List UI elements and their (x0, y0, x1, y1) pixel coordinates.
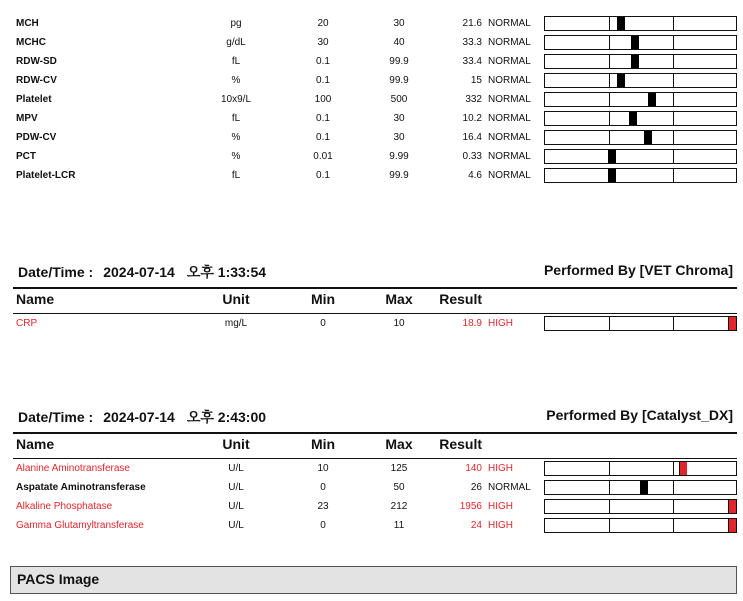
test-min: 0.1 (316, 56, 330, 67)
test-name: Platelet (16, 94, 52, 105)
test-status: NORMAL (488, 75, 531, 86)
range-bar-divider (609, 462, 610, 475)
test-unit: mg/L (224, 318, 248, 329)
range-bar (544, 149, 737, 164)
test-result: 21.6 (462, 18, 482, 29)
range-bar-divider (673, 74, 674, 87)
range-bar-divider (673, 131, 674, 144)
result-row (0, 71, 743, 90)
test-unit: % (231, 132, 241, 143)
test-name: Platelet-LCR (16, 170, 76, 181)
test-unit: % (231, 75, 241, 86)
test-status: NORMAL (488, 37, 531, 48)
range-bar-divider (673, 169, 674, 182)
test-name: MCH (16, 18, 39, 29)
range-bar-divider (673, 481, 674, 494)
range-bar (544, 499, 737, 514)
test-max: 10 (393, 318, 405, 329)
test-result: 33.3 (462, 37, 482, 48)
performed-by: Performed By [Catalyst_DX] (546, 407, 733, 423)
result-row (0, 166, 743, 185)
test-status: NORMAL (488, 18, 531, 29)
result-row (0, 109, 743, 128)
test-result: 1956 (459, 501, 482, 512)
range-marker (631, 36, 639, 49)
datetime-time: 오후 2:43:00 (186, 409, 267, 425)
test-result: 15 (470, 75, 482, 86)
test-min: 23 (317, 501, 329, 512)
test-min: 0 (320, 520, 326, 531)
test-unit: U/L (228, 463, 244, 474)
test-max: 99.9 (389, 56, 409, 67)
test-min: 30 (317, 37, 329, 48)
datetime-label: Date/Time : (18, 409, 94, 425)
test-status: NORMAL (488, 132, 531, 143)
test-min: 0.01 (313, 151, 333, 162)
range-bar-divider (673, 500, 674, 513)
test-max: 99.9 (389, 75, 409, 86)
test-result: 0.33 (462, 151, 482, 162)
result-row (0, 478, 743, 497)
test-result: 16.4 (462, 132, 482, 143)
column-header-name: Name (16, 291, 55, 307)
column-header-name: Name (16, 436, 55, 452)
test-min: 20 (317, 18, 329, 29)
test-name: PDW-CV (16, 132, 57, 143)
range-bar-divider (673, 55, 674, 68)
section-datetime (18, 407, 266, 427)
range-marker (648, 93, 656, 106)
test-unit: fL (231, 56, 241, 67)
test-max: 40 (393, 37, 405, 48)
column-header-max: Max (385, 291, 413, 307)
range-bar (544, 16, 737, 31)
test-unit: % (231, 151, 241, 162)
test-status: HIGH (488, 318, 513, 329)
range-bar-divider (609, 17, 610, 30)
range-bar-divider (609, 481, 610, 494)
test-name: Alkaline Phosphatase (16, 501, 113, 512)
test-unit: U/L (228, 482, 244, 493)
range-marker (617, 74, 625, 87)
test-max: 30 (393, 18, 405, 29)
range-bar (544, 130, 737, 145)
test-result: 10.2 (462, 113, 482, 124)
result-row (0, 459, 743, 478)
range-bar-divider (609, 55, 610, 68)
test-max: 30 (393, 132, 405, 143)
test-status: HIGH (488, 520, 513, 531)
range-marker (617, 17, 625, 30)
column-header-result: Result (439, 291, 482, 307)
column-headers (0, 432, 743, 458)
test-unit: pg (230, 18, 242, 29)
range-bar (544, 316, 737, 331)
test-status: HIGH (488, 463, 513, 474)
range-bar-divider (673, 317, 674, 330)
column-header-unit: Unit (222, 436, 250, 452)
result-row (0, 147, 743, 166)
range-marker (608, 150, 616, 163)
test-unit: fL (231, 113, 241, 124)
range-bar-divider (673, 17, 674, 30)
range-bar-divider (609, 317, 610, 330)
result-row (0, 314, 743, 333)
test-name: Alanine Aminotransferase (16, 463, 130, 474)
range-bar-divider (609, 93, 610, 106)
range-bar-divider (673, 112, 674, 125)
range-bar-divider (609, 131, 610, 144)
test-min: 0 (320, 482, 326, 493)
performed-by: Performed By [VET Chroma] (543, 262, 733, 278)
range-bar-divider (609, 74, 610, 87)
test-name: Gamma Glutamyltransferase (16, 520, 144, 531)
test-name: CRP (16, 318, 38, 329)
column-headers (0, 287, 743, 313)
range-marker (644, 131, 652, 144)
section-datetime (18, 262, 266, 282)
test-min: 0.1 (316, 170, 330, 181)
test-result: 33.4 (462, 56, 482, 67)
range-bar (544, 111, 737, 126)
test-status: HIGH (488, 501, 513, 512)
datetime-date: 2024-07-14 (103, 264, 175, 280)
range-bar-divider (673, 36, 674, 49)
range-bar (544, 461, 737, 476)
datetime-label: Date/Time : (18, 264, 94, 280)
range-bar-divider (609, 112, 610, 125)
test-name: RDW-CV (16, 75, 57, 86)
range-bar (544, 54, 737, 69)
result-row (0, 52, 743, 71)
column-header-unit: Unit (222, 291, 250, 307)
datetime-time: 오후 1:33:54 (186, 264, 267, 280)
result-row (0, 497, 743, 516)
test-status: NORMAL (488, 56, 531, 67)
test-unit: g/dL (226, 37, 246, 48)
range-bar-divider (673, 93, 674, 106)
range-marker (728, 519, 736, 532)
test-result: 24 (470, 520, 482, 531)
range-marker (728, 317, 736, 330)
test-result: 26 (470, 482, 482, 493)
result-row (0, 33, 743, 52)
test-name: MPV (16, 113, 38, 124)
test-name: MCHC (16, 37, 46, 48)
test-name: PCT (16, 151, 36, 162)
test-status: NORMAL (488, 94, 531, 105)
result-row (0, 516, 743, 535)
test-unit: U/L (228, 501, 244, 512)
test-result: 140 (465, 463, 482, 474)
range-bar (544, 92, 737, 107)
test-min: 0.1 (316, 113, 330, 124)
test-max: 99.9 (389, 170, 409, 181)
range-marker (608, 169, 616, 182)
range-marker (631, 55, 639, 68)
column-header-result: Result (439, 436, 482, 452)
range-marker (728, 500, 736, 513)
test-min: 10 (317, 463, 329, 474)
test-max: 50 (393, 482, 405, 493)
datetime-date: 2024-07-14 (103, 409, 175, 425)
range-bar (544, 73, 737, 88)
range-marker (679, 462, 687, 475)
range-bar (544, 35, 737, 50)
test-max: 500 (390, 94, 408, 105)
test-result: 4.6 (468, 170, 482, 181)
result-row (0, 90, 743, 109)
test-name: Aspatate Aminotransferase (16, 482, 146, 493)
test-min: 0 (320, 318, 326, 329)
result-row (0, 14, 743, 33)
column-header-min: Min (310, 291, 336, 307)
range-bar-divider (609, 36, 610, 49)
column-header-min: Min (310, 436, 336, 452)
test-max: 125 (390, 463, 408, 474)
test-status: NORMAL (488, 482, 531, 493)
range-bar (544, 168, 737, 183)
test-status: NORMAL (488, 113, 531, 124)
range-bar-divider (609, 519, 610, 532)
test-min: 0.1 (316, 75, 330, 86)
range-bar (544, 480, 737, 495)
test-status: NORMAL (488, 170, 531, 181)
range-bar-divider (673, 462, 674, 475)
column-header-max: Max (385, 436, 413, 452)
test-unit: fL (231, 170, 241, 181)
range-marker (629, 112, 637, 125)
result-row (0, 128, 743, 147)
range-bar-divider (673, 150, 674, 163)
test-min: 100 (314, 94, 332, 105)
test-result: 332 (465, 94, 482, 105)
range-bar-divider (609, 500, 610, 513)
test-result: 18.9 (462, 318, 482, 329)
test-max: 212 (390, 501, 408, 512)
test-unit: U/L (228, 520, 244, 531)
test-unit: 10x9/L (220, 94, 252, 105)
range-bar (544, 518, 737, 533)
test-max: 11 (393, 520, 405, 531)
test-max: 30 (393, 113, 405, 124)
pacs-image-header[interactable]: PACS Image (10, 566, 737, 594)
test-min: 0.1 (316, 132, 330, 143)
test-status: NORMAL (488, 151, 531, 162)
range-bar-divider (673, 519, 674, 532)
test-name: RDW-SD (16, 56, 57, 67)
test-max: 9.99 (389, 151, 409, 162)
range-marker (640, 481, 648, 494)
